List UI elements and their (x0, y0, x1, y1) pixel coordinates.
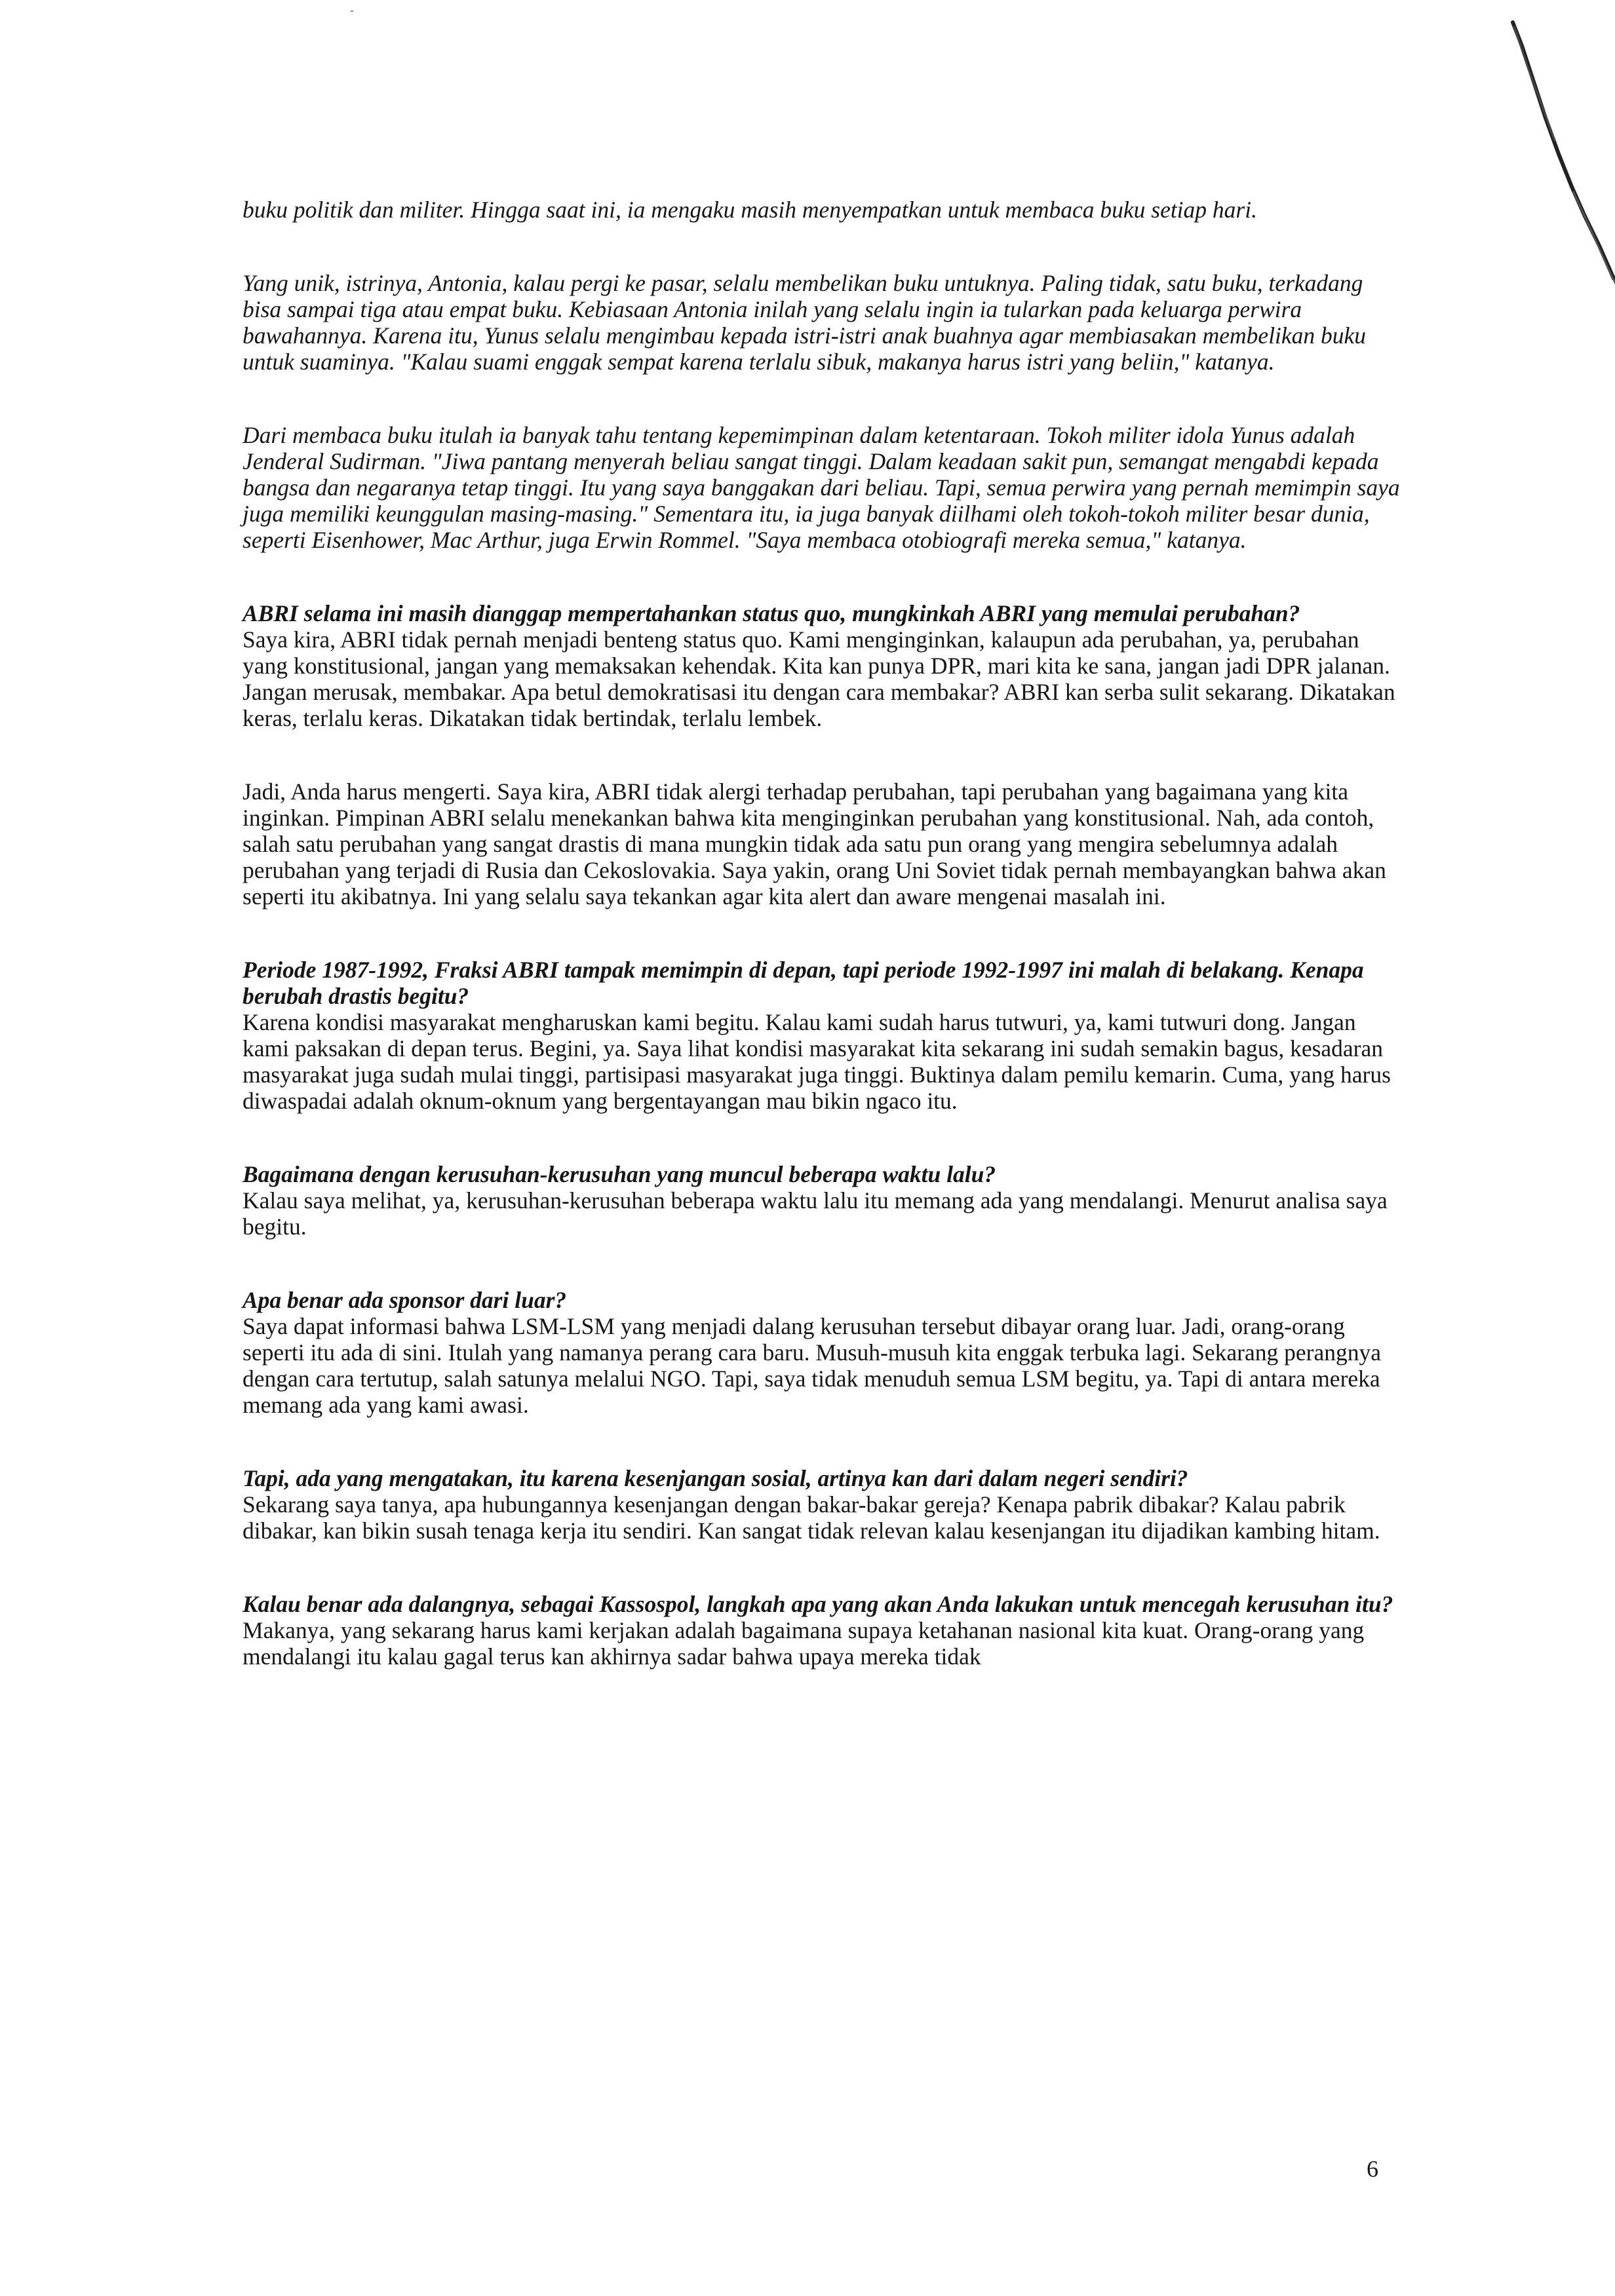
interview-question: Tapi, ada yang mengatakan, itu karena kesenjangan sosial, artinya kan dari dalam negeri sendiri? (243, 1465, 1188, 1491)
interview-question: Bagaimana dengan kerusuhan-kerusuhan yang muncul beberapa waktu lalu? (243, 1161, 996, 1187)
interview-answer: Saya kira, ABRI tidak pernah menjadi benteng status quo. Kami menginginkan, kalaupun ada perubahan, ya, perubahan yang konstitusional, jangan yang memaksakan kehendak. Kita kan punya DPR, mari kita ke sana, jangan jadi DPR jalanan. Jangan merusak, membakar. Apa betul demokratisasi itu dengan cara membakar? ABRI kan serba sulit sekarang. Dikatakan keras, terlalu keras. Dikatakan tidak bertindak, terlalu lembek. (243, 626, 1395, 731)
page-number: 6 (1367, 2156, 1378, 2182)
paragraph-book-habit: buku politik dan militer. Hingga saat ini, ia mengaku masih menyempatkan untuk membaca buku setiap hari. (243, 197, 1257, 223)
document-body (243, 197, 1406, 1717)
qa-fraksi-abri (243, 957, 1406, 1114)
qa-kesenjangan-sosial (243, 1465, 1406, 1544)
scan-edge-mark (1508, 20, 1615, 295)
qa-status-quo-continued (243, 778, 1406, 909)
interview-answer: Saya dapat informasi bahwa LSM-LSM yang menjadi dalang kerusuhan tersebut dibayar orang luar. Jadi, orang-orang seperti itu ada di sini. Itulah yang namanya perang cara baru. Musuh-musuh kita enggak terbuka lagi. Sekarang perangnya dengan cara tertutup, salah satunya melalui NGO. Tapi, saya tidak menuduh semua LSM begitu, ya. Tapi di antara mereka memang ada yang kami awasi. (243, 1313, 1381, 1418)
paragraph-wife-antonia: Yang unik, istrinya, Antonia, kalau pergi ke pasar, selalu membelikan buku untuknya. Paling tidak, satu buku, terkadang bisa sampai tiga atau empat buku. Kebiasaan Antonia inilah yang selalu ingin ia tularkan pada keluarga perwira bawahannya. Karena itu, Yunus selalu mengimbau kepada istri-istri anak buahnya agar membiasakan membelikan buku untuk suaminya. "Kalau suami enggak sempat karena terlalu sibuk, makanya harus istri yang beliin," katanya. (243, 270, 1367, 375)
interview-answer: Kalau saya melihat, ya, kerusuhan-kerusuhan beberapa waktu lalu itu memang ada yang mendalangi. Menurut analisa saya begitu. (243, 1187, 1388, 1240)
interview-question: ABRI selama ini masih dianggap mempertahankan status quo, mungkinkah ABRI yang memulai perubahan? (243, 600, 1300, 626)
paragraph-military-idols: Dari membaca buku itulah ia banyak tahu tentang kepemimpinan dalam ketentaraan. Tokoh militer idola Yunus adalah Jenderal Sudirman. "Jiwa pantang menyerah beliau sangat tinggi. Dalam keadaan sakit pun, semangat mengabdi kepada bangsa dan negaranya tetap tinggi. Itu yang saya banggakan dari beliau. Tapi, semua perwira yang pernah memimpin saya juga memiliki keunggulan masing-masing." Sementara itu, ia juga banyak diilhami oleh tokoh-tokoh militer besar dunia, seperti Eisenhower, Mac Arthur, juga Erwin Rommel. "Saya membaca otobiografi mereka semua," katanya. (243, 422, 1400, 553)
interview-question: Periode 1987-1992, Fraksi ABRI tampak memimpin di depan, tapi periode 1992-1997 ini malah di belakang. Kenapa berubah drastis begitu? (243, 957, 1364, 1009)
qa-kerusuhan (243, 1161, 1406, 1240)
interview-answer: Jadi, Anda harus mengerti. Saya kira, ABRI tidak alergi terhadap perubahan, tapi perubahan yang bagaimana yang kita inginkan. Pimpinan ABRI selalu menekankan bahwa kita menginginkan perubahan yang konstitusional. Nah, ada contoh, salah satu perubahan yang sangat drastis di mana mungkin tidak ada satu pun orang yang mengira sebelumnya adalah perubahan yang terjadi di Rusia dan Cekoslovakia. Saya yakin, orang Uni Soviet tidak pernah membayangkan bahwa akan seperti itu akibatnya. Ini yang selalu saya tekankan agar kita alert dan aware mengenai masalah ini. (243, 778, 1386, 909)
interview-question: Kalau benar ada dalangnya, sebagai Kassospol, langkah apa yang akan Anda lakukan untuk mencegah kerusuhan itu? (243, 1591, 1393, 1617)
qa-langkah-kassospol (243, 1591, 1406, 1670)
interview-answer: Karena kondisi masyarakat mengharuskan kami begitu. Kalau kami sudah harus tutwuri, ya, kami tutwuri dong. Jangan kami paksakan di depan terus. Begini, ya. Saya lihat kondisi masyarakat kita sekarang ini sudah semakin bagus, kesadaran masyarakat juga sudah mulai tinggi, partisipasi masyarakat juga tinggi. Buktinya dalam pemilu kemarin. Cuma, yang harus diwaspadai adalah oknum-oknum yang bergentayangan mau bikin ngaco itu. (243, 1009, 1391, 1114)
interview-answer: Makanya, yang sekarang harus kami kerjakan adalah bagaimana supaya ketahanan nasional kita kuat. Orang-orang yang mendalangi itu kalau gagal terus kan akhirnya sadar bahwa upaya mereka tidak (243, 1617, 1365, 1670)
qa-status-quo (243, 600, 1406, 731)
interview-answer: Sekarang saya tanya, apa hubungannya kesenjangan dengan bakar-bakar gereja? Kenapa pabrik dibakar? Kalau pabrik dibakar, kan bikin susah tenaga kerja itu sendiri. Kan sangat tidak relevan kalau kesenjangan itu dijadikan kambing hitam. (243, 1491, 1380, 1544)
interview-question: Apa benar ada sponsor dari luar? (243, 1287, 567, 1313)
qa-sponsor-luar (243, 1287, 1406, 1418)
scan-speck (351, 10, 353, 12)
